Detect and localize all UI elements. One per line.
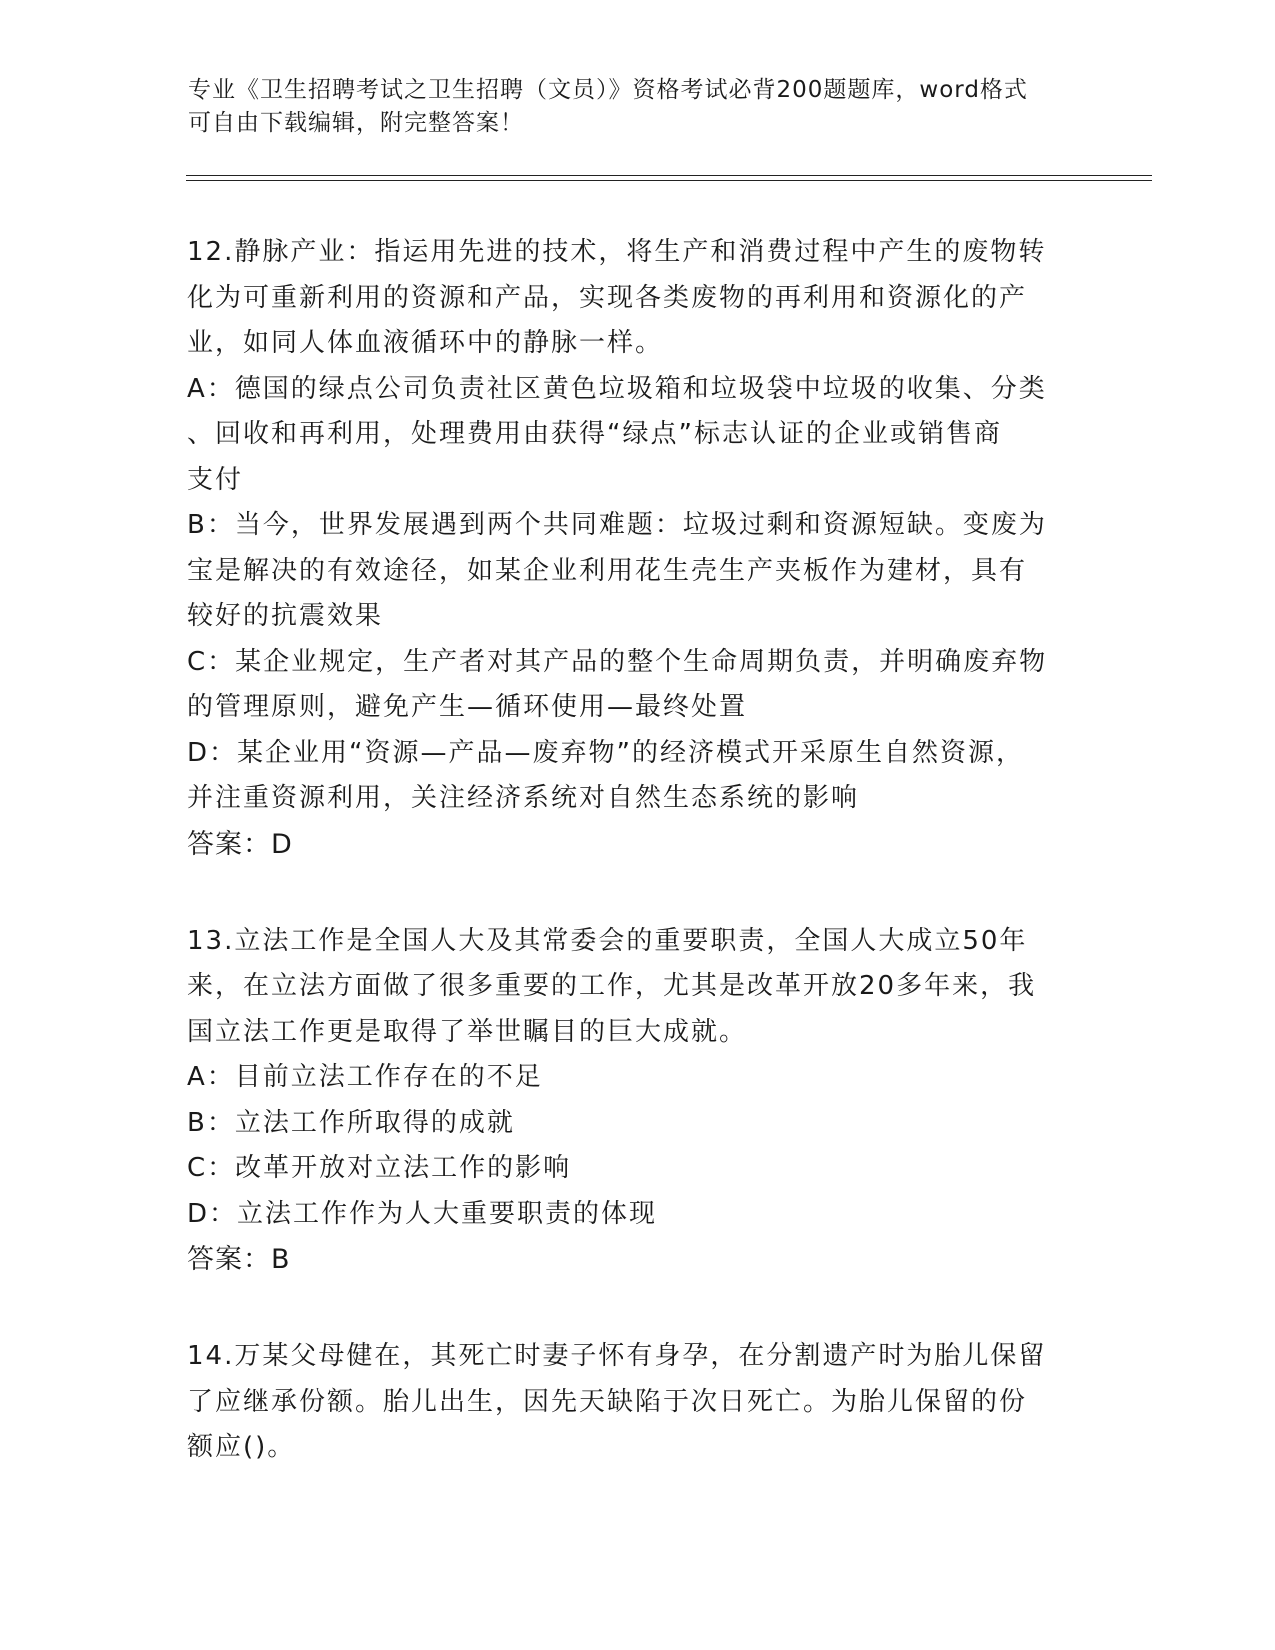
question-stem-line: 来，在立法方面做了很多重要的工作，尤其是改革开放20多年来，我 xyxy=(187,971,1037,1001)
answer-label: 答案：B xyxy=(187,1244,291,1275)
question-stem-line: 13.立法工作是全国人大及其常委会的重要职责，全国人大成立50年 xyxy=(187,925,1028,956)
page-header xyxy=(188,74,1068,140)
option-b-line: 较好的抗震效果 xyxy=(187,601,384,631)
question-stem-line: 12.静脉产业：指运用先进的技术，将生产和消费过程中产生的废物转 xyxy=(187,237,1047,267)
question-12 xyxy=(187,230,1067,868)
header-line-1: 专业《卫生招聘考试之卫生招聘（文员）》资格考试必背200题题库，word格式 xyxy=(188,77,1028,103)
option-b-line: B：当今，世界发展遇到两个共同难题：垃圾过剩和资源短缺。变废为 xyxy=(187,510,1047,540)
question-stem-line: 业，如同人体血液循环中的静脉一样。 xyxy=(187,328,664,358)
option-d-line: D：某企业用“资源—产品—废弃物”的经济模式开采原生自然资源， xyxy=(187,737,1024,768)
question-stem-line: 国立法工作更是取得了举世瞩目的巨大成就。 xyxy=(187,1016,748,1047)
header-rule xyxy=(186,175,1152,181)
option-d-line: D：立法工作作为人大重要职责的体现 xyxy=(187,1198,658,1229)
question-stem-line: 化为可重新利用的资源和产品，实现各类废物的再利用和资源化的产 xyxy=(187,282,1028,313)
option-a-line: 支付 xyxy=(187,464,244,495)
question-stem-line: 了应继承份额。胎儿出生，因先天缺陷于次日死亡。为胎儿保留的份 xyxy=(187,1386,1028,1417)
answer-label: 答案：D xyxy=(187,828,293,860)
question-stem-line: 额应()。 xyxy=(187,1432,296,1462)
question-stem-line: 14.万某父母健在，其死亡时妻子怀有身孕，在分割遗产时为胎儿保留 xyxy=(187,1341,1047,1371)
question-14 xyxy=(187,1334,1067,1471)
option-c-line: 的管理原则，避免产生—循环使用—最终处置 xyxy=(187,692,748,722)
option-a-line: A：德国的绿点公司负责社区黄色垃圾箱和垃圾袋中垃圾的收集、分类 xyxy=(187,373,1047,404)
option-c-line: C：改革开放对立法工作的影响 xyxy=(187,1153,572,1183)
header-line-2: 可自由下载编辑，附完整答案！ xyxy=(188,110,524,136)
option-a-line: A：目前立法工作存在的不足 xyxy=(187,1062,543,1092)
option-b-line: 宝是解决的有效途径，如某企业利用花生壳生产夹板作为建材，具有 xyxy=(187,555,1028,586)
question-list xyxy=(187,230,1067,1522)
option-a-line: 、回收和再利用，处理费用由获得“绿点”标志认证的企业或销售商 xyxy=(187,419,1002,449)
option-c-line: C：某企业规定，生产者对其产品的整个生命周期负责，并明确废弃物 xyxy=(187,646,1048,677)
option-b-line: B：立法工作所取得的成就 xyxy=(187,1107,515,1138)
question-13 xyxy=(187,919,1067,1284)
option-d-line: 并注重资源利用，关注经济系统对自然生态系统的影响 xyxy=(187,783,860,813)
